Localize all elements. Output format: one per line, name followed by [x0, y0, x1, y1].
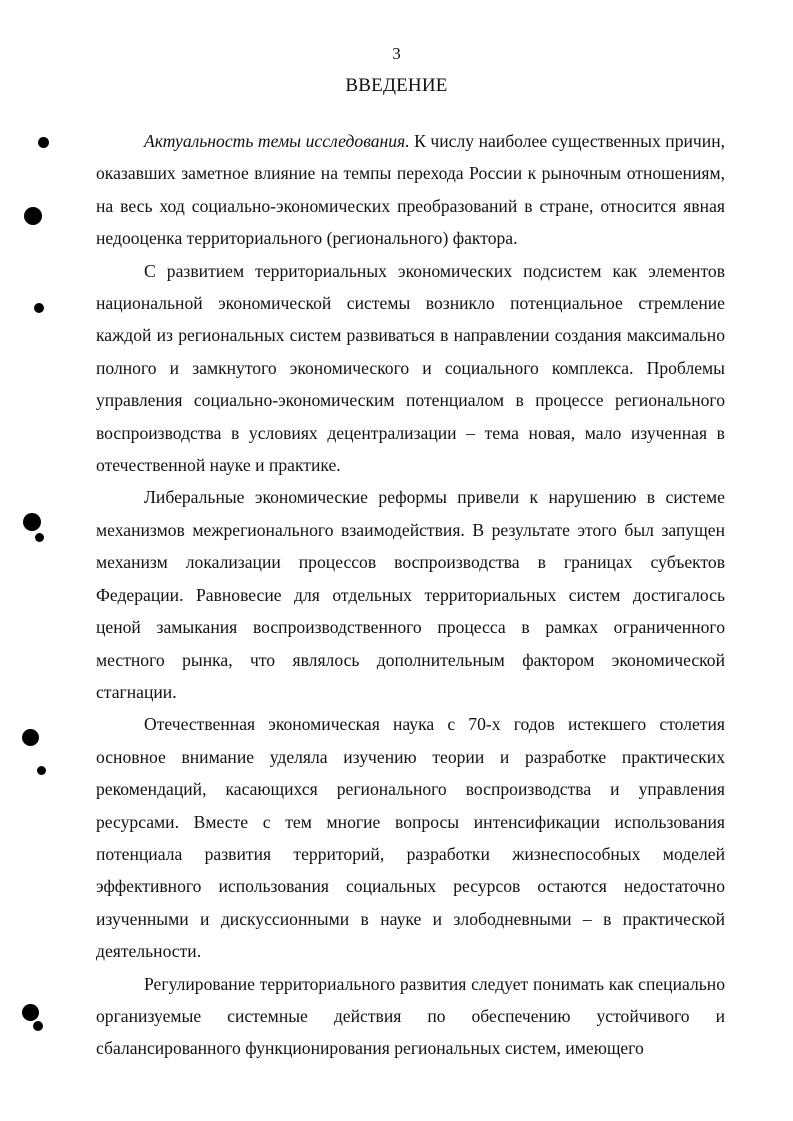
binding-hole	[24, 207, 42, 225]
document-body	[96, 125, 725, 1065]
paragraph: С развитием территориальных экономических подсистем как элементов национальной экономической системы возникло потенциальное стремление каждой из региональных систем развиваться в направлении создания максимально полного и замкнутого экономического и социального комплекса. Проблемы управления социально-экономическим потенциалом в процессе регионального воспроизводства в условиях децентрализации – тема новая, мало изученная в отечественной науке и практике.	[96, 260, 725, 476]
paragraph: Либеральные экономические реформы привели к нарушению в системе механизмов межрегионального взаимодействия. В результате этого был запущен механизм локализации процессов воспроизводства в границах субъектов Федерации. Равновесие для отдельных территориальных систем достигалось ценой замыкания воспроизводственного процесса в рамках ограниченного местного рынка, что являлось дополнительным фактором экономической стагнации.	[96, 487, 725, 702]
paragraph: Отечественная экономическая наука с 70-х годов истекшего столетия основное внимание уделяла изучению теории и разработке практических рекомендаций, касающихся регионального воспроизводства и управления ресурсами. Вместе с тем многие вопросы интенсификации использования потенциала развития территорий, разработки жизнеспособных моделей эффективного использования социальных ресурсов остаются недостаточно изученными и дискуссионными в науке и злободневными – в практической деятельности.	[96, 714, 725, 962]
binding-hole-mark	[37, 766, 46, 775]
page-number: 3	[392, 44, 401, 63]
binding-hole-mark	[34, 303, 44, 313]
binding-hole	[22, 729, 39, 746]
relevance-lead: Актуальность темы исследования.	[144, 131, 410, 151]
page-heading: ВВЕДЕНИЕ	[345, 75, 448, 96]
binding-hole-mark	[35, 533, 44, 542]
binding-hole	[23, 513, 41, 531]
paragraph: Регулирование территориального развития следует понимать как специально организуемые системные действия по обеспечению устойчивого и сбалансированного функционирования региональных систем, имеющего	[96, 973, 725, 1059]
paragraph-relevance	[96, 125, 725, 255]
binding-hole-mark	[38, 137, 49, 148]
binding-hole-mark	[33, 1021, 43, 1031]
binding-hole	[22, 1004, 39, 1021]
paragraph-text: К числу наиболее существенных причин, оказавших заметное влияние на темпы перехода России к рыночным отношениям, на весь ход социально-экономических преобразований в стране, относится явная недооценка территориального (регионального) фактора.	[96, 131, 726, 249]
